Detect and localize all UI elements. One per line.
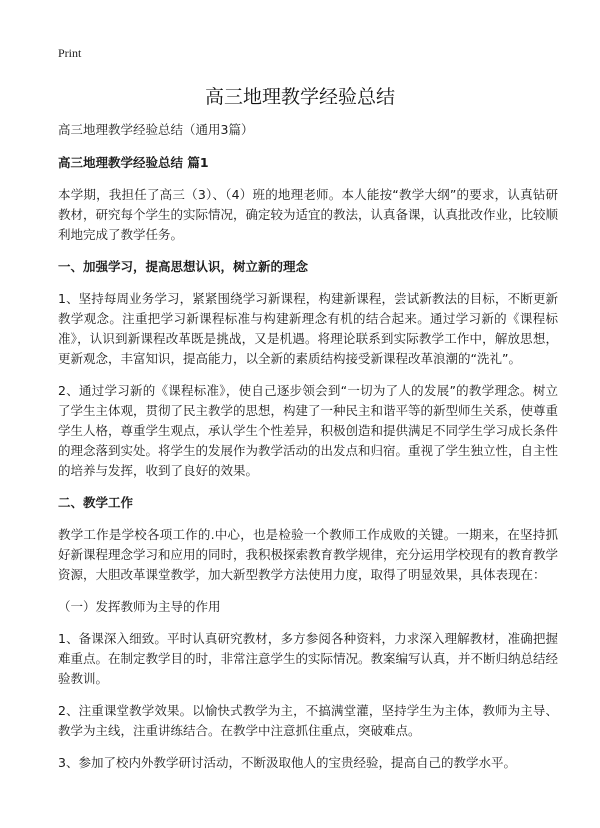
section-heading-1: 一、加强学习，提高思想认识，树立新的理念 (58, 259, 309, 274)
section2-item-2: 2、注重课堂教学效果。以愉快式教学为主，不搞满堂灌，坚持学生为主体，教师为主导、教学为主线，注重讲练结合。在教学中注意抓住重点，突破难点。 (58, 703, 558, 738)
section2-item-1: 1、备课深入细致。平时认真研究教材，多方参阅各种资料，力求深入理解教材，准确把握难重点。在制定教学目的时，非常注意学生的实际情况。教案编写认真，并不断归纳总结经验教训。 (58, 631, 559, 686)
section1-paragraph-1: 1、坚持每周业务学习，紧紧围绕学习新课程，构建新课程，尝试新教法的目标，不断更新教学观念。注重把学习新课程标准与构建新理念有机的结合起来。通过学习新的《课程标准》，认识到新课程改革既是挑战，又是机遇。将理论联系到实际教学工作中，解放思想，更新观念，丰富知识，提高能力，以全新的素质结构接受新课程改革浪潮的“洗礼”。 (58, 291, 558, 366)
article-heading: 高三地理教学经验总结 篇1 (58, 155, 209, 170)
section1-paragraph-2: 2、通过学习新的《课程标准》，使自己逐步领会到“一切为了人的发展”的教学理念。树立了学生主体观，贯彻了民主教学的思想，构建了一种民主和谐平等的新型师生关系，使尊重学生人格，尊重学生观点，承认学生个性差异，积极创造和提供满足不同学生学习成长条件的理念落到实处。将学生的发展作为教学活动的出发点和归宿。重视了学生独立性，自主性的培养与发挥，收到了良好的效果。 (58, 383, 559, 478)
print-link[interactable]: Print (58, 46, 82, 60)
intro-paragraph: 本学期，我担任了高三（3）、（4）班的地理老师。本人能按“教学大纲”的要求，认真钻研教材，研究每个学生的实际情况，确定较为适宜的教法，认真备课，认真批改作业，比较顺利地完成了教学任务。 (58, 187, 559, 242)
section2-item-3: 3、参加了校内外教学研讨活动，不断汲取他人的宝贵经验，提高自己的教学水平。 (58, 755, 516, 770)
document-body (58, 120, 558, 785)
document-subtitle: 高三地理教学经验总结（通用3篇） (58, 122, 254, 137)
page-title: 高三地理教学经验总结 (204, 86, 395, 108)
section-heading-2: 二、教学工作 (58, 495, 134, 510)
section2-subheading: （一）发挥教师为主导的作用 (58, 599, 221, 614)
section2-paragraph-1: 教学工作是学校各项工作的.中心，也是检验一个教师工作成败的关键。一期来，在坚持抓好新课程理念学习和应用的同时，我积极探索教育教学规律，充分运用学校现有的教育教学资源，大胆改革课堂教学，加大新型教学方法使用力度，取得了明显效果，具体表现在： (58, 527, 559, 582)
